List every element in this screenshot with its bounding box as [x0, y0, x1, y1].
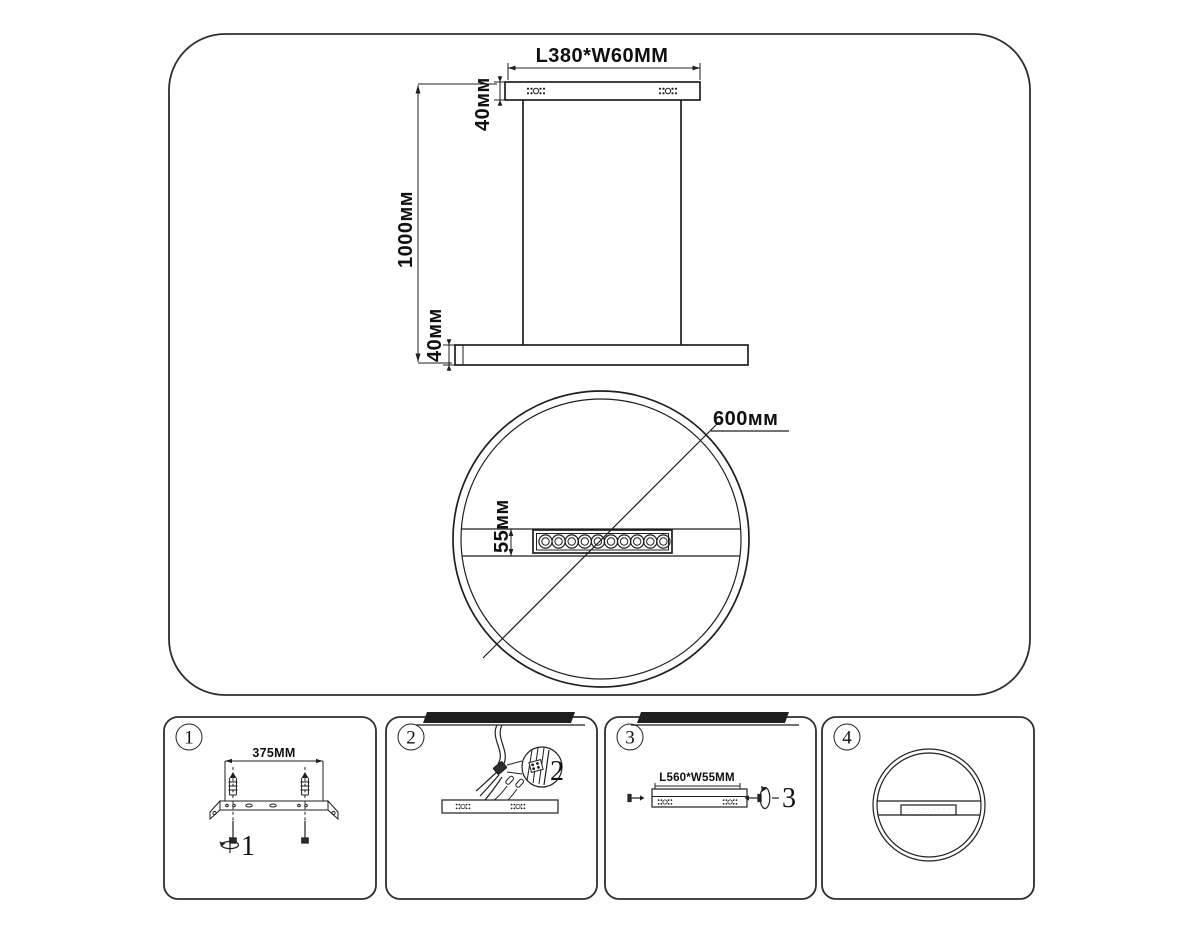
ceiling-hatch	[637, 712, 789, 723]
canopy-height-label: 40мм	[472, 77, 494, 131]
step2-badge-number: 2	[406, 727, 416, 749]
step1-badge-number: 1	[184, 727, 194, 749]
ceiling-hatch	[423, 712, 575, 723]
fixture-dimension-label: L560*W55MM	[659, 772, 735, 784]
diameter-label: 600мм	[713, 408, 779, 430]
step4-badge-number: 4	[842, 727, 852, 749]
step1-action-number: 1	[241, 831, 255, 862]
fixture-length-dimension	[655, 772, 740, 789]
step2-detail-number: 2	[550, 756, 564, 787]
fixture-bar	[652, 789, 747, 807]
band-width-label: 55мм	[491, 499, 513, 553]
bracket-dimension-label: 375MM	[252, 746, 296, 760]
canopy-dimension-label: L380*W60MM	[535, 45, 669, 67]
bar-height-label: 40мм	[424, 308, 446, 362]
step-panel-2	[386, 712, 597, 899]
step3-badge-number: 3	[625, 727, 635, 749]
step-panel-1	[164, 717, 376, 899]
band-width-dimension	[491, 499, 513, 556]
step-panel-4	[822, 717, 1034, 899]
step-panel-3	[605, 712, 816, 899]
step1-frame	[164, 717, 376, 899]
suspension-length-label: 1000мм	[395, 190, 417, 268]
step3-action-number: 3	[782, 783, 796, 814]
canopy-bar	[442, 800, 558, 813]
